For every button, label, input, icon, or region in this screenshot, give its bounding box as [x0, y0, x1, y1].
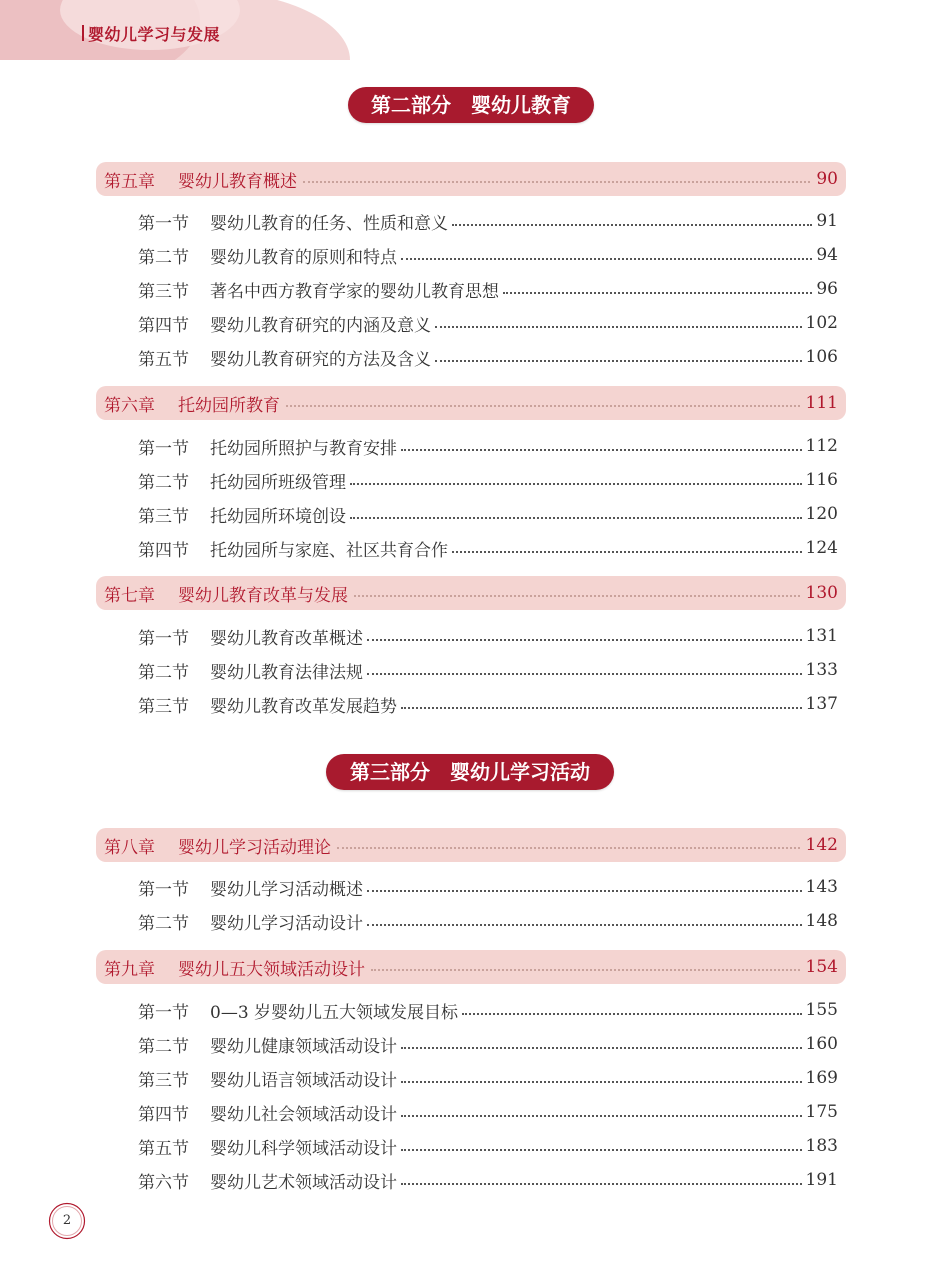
section-page: 131 [805, 626, 838, 646]
leader-dots [401, 707, 802, 709]
toc-section[interactable] [138, 275, 838, 303]
section-page: 124 [805, 538, 838, 558]
section-title: 婴幼儿科学领域活动设计 [210, 1138, 397, 1159]
section-page: 116 [805, 470, 838, 490]
leader-dots [401, 449, 802, 451]
section-page: 183 [805, 1136, 838, 1156]
toc-section[interactable] [138, 1166, 838, 1194]
leader-dots [452, 551, 802, 553]
leader-dots [401, 1081, 802, 1083]
leader-dots [367, 673, 802, 675]
section-number: 第一节 [138, 879, 189, 900]
toc-section[interactable] [138, 466, 838, 494]
section-number: 第三节 [138, 281, 189, 302]
chapter-number: 第八章 [104, 837, 155, 858]
section-number: 第一节 [138, 213, 189, 234]
section-title: 托幼园所照护与教育安排 [210, 438, 397, 459]
section-page: 160 [805, 1034, 838, 1054]
section-page: 143 [805, 877, 838, 897]
section-number: 第二节 [138, 247, 189, 268]
section-page: 106 [805, 347, 838, 367]
toc-chapter[interactable] [96, 162, 846, 196]
toc-section[interactable] [138, 343, 838, 371]
section-title: 婴幼儿教育改革概述 [210, 628, 363, 649]
chapter-title: 婴幼儿五大领域活动设计 [178, 959, 365, 980]
leader-dots [401, 1149, 802, 1151]
page-number: 2 [62, 1213, 72, 1228]
section-page: 155 [805, 1000, 838, 1020]
leader-dots [401, 1183, 802, 1185]
section-title: 婴幼儿教育法律法规 [210, 662, 363, 683]
toc-section[interactable] [138, 622, 838, 650]
section-number: 第四节 [138, 540, 189, 561]
toc-section[interactable] [138, 241, 838, 269]
leader-dots [337, 847, 800, 849]
chapter-page: 154 [805, 957, 838, 977]
toc-section[interactable] [138, 873, 838, 901]
section-number: 第二节 [138, 913, 189, 934]
toc-section[interactable] [138, 432, 838, 460]
toc-section[interactable] [138, 1132, 838, 1160]
section-page: 133 [805, 660, 838, 680]
leader-dots [401, 1115, 802, 1117]
section-title: 婴幼儿教育研究的内涵及意义 [210, 315, 431, 336]
section-page: 175 [805, 1102, 838, 1122]
section-title: 托幼园所与家庭、社区共育合作 [210, 540, 448, 561]
section-number: 第三节 [138, 696, 189, 717]
section-page: 191 [805, 1170, 838, 1190]
section-title: 托幼园所环境创设 [210, 506, 346, 527]
toc-section[interactable] [138, 1030, 838, 1058]
toc-chapter[interactable] [96, 576, 846, 610]
section-title: 0—3 岁婴幼儿五大领域发展目标 [210, 1002, 459, 1023]
section-title: 婴幼儿教育改革发展趋势 [210, 696, 397, 717]
leader-dots [452, 224, 812, 226]
chapter-page: 142 [805, 835, 838, 855]
section-title: 婴幼儿教育研究的方法及含义 [210, 349, 431, 370]
section-page: 94 [816, 245, 838, 265]
chapter-title: 托幼园所教育 [178, 395, 280, 416]
toc-section[interactable] [138, 534, 838, 562]
section-title: 婴幼儿社会领域活动设计 [210, 1104, 397, 1125]
chapter-number: 第九章 [104, 959, 155, 980]
chapter-page: 90 [816, 169, 838, 189]
page-number-badge [48, 1202, 86, 1240]
section-page: 148 [805, 911, 838, 931]
toc-section[interactable] [138, 1098, 838, 1126]
leader-dots [350, 483, 802, 485]
section-number: 第二节 [138, 1036, 189, 1057]
leader-dots [462, 1013, 802, 1015]
section-number: 第一节 [138, 1002, 189, 1023]
section-page: 96 [816, 279, 838, 299]
section-title: 婴幼儿教育的任务、性质和意义 [210, 213, 448, 234]
header-bar [82, 25, 84, 41]
section-page: 112 [805, 436, 838, 456]
toc-section[interactable] [138, 207, 838, 235]
leader-dots [435, 360, 802, 362]
section-number: 第六节 [138, 1172, 189, 1193]
leader-dots [367, 639, 802, 641]
section-page: 137 [805, 694, 838, 714]
toc-chapter[interactable] [96, 828, 846, 862]
chapter-number: 第五章 [104, 171, 155, 192]
chapter-title: 婴幼儿教育改革与发展 [178, 585, 348, 606]
book-title: 婴幼儿学习与发展 [88, 25, 221, 44]
leader-dots [350, 517, 802, 519]
part-banner: 第三部分 婴幼儿学习活动 [326, 754, 614, 790]
section-number: 第三节 [138, 506, 189, 527]
leader-dots [401, 258, 812, 260]
section-title: 婴幼儿学习活动设计 [210, 913, 363, 934]
section-title: 婴幼儿健康领域活动设计 [210, 1036, 397, 1057]
section-page: 169 [805, 1068, 838, 1088]
toc-chapter[interactable] [96, 950, 846, 984]
toc-section[interactable] [138, 500, 838, 528]
leader-dots [367, 924, 802, 926]
chapter-number: 第六章 [104, 395, 155, 416]
section-number: 第二节 [138, 662, 189, 683]
chapter-page: 111 [805, 393, 838, 413]
section-number: 第四节 [138, 1104, 189, 1125]
section-number: 第五节 [138, 349, 189, 370]
toc-chapter[interactable] [96, 386, 846, 420]
leader-dots [354, 595, 800, 597]
leader-dots [286, 405, 800, 407]
section-title: 托幼园所班级管理 [210, 472, 346, 493]
section-number: 第三节 [138, 1070, 189, 1091]
leader-dots [367, 890, 802, 892]
section-title: 婴幼儿语言领域活动设计 [210, 1070, 397, 1091]
part-banner: 第二部分 婴幼儿教育 [348, 87, 594, 123]
section-page: 120 [805, 504, 838, 524]
section-title: 婴幼儿教育的原则和特点 [210, 247, 397, 268]
leader-dots [435, 326, 802, 328]
chapter-page: 130 [805, 583, 838, 603]
section-title: 著名中西方教育学家的婴幼儿教育思想 [210, 281, 499, 302]
section-page: 91 [816, 211, 838, 231]
section-number: 第一节 [138, 628, 189, 649]
section-number: 第一节 [138, 438, 189, 459]
toc-section[interactable] [138, 1064, 838, 1092]
toc-section[interactable] [138, 309, 838, 337]
chapter-title: 婴幼儿学习活动理论 [178, 837, 331, 858]
section-number: 第二节 [138, 472, 189, 493]
toc-section[interactable] [138, 656, 838, 684]
section-page: 102 [805, 313, 838, 333]
toc-section[interactable] [138, 907, 838, 935]
chapter-number: 第七章 [104, 585, 155, 606]
toc-section[interactable] [138, 690, 838, 718]
toc-section[interactable] [138, 996, 838, 1024]
leader-dots [503, 292, 812, 294]
chapter-title: 婴幼儿教育概述 [178, 171, 297, 192]
leader-dots [401, 1047, 802, 1049]
section-title: 婴幼儿艺术领域活动设计 [210, 1172, 397, 1193]
section-number: 第四节 [138, 315, 189, 336]
leader-dots [303, 181, 810, 183]
leader-dots [371, 969, 800, 971]
section-number: 第五节 [138, 1138, 189, 1159]
section-title: 婴幼儿学习活动概述 [210, 879, 363, 900]
